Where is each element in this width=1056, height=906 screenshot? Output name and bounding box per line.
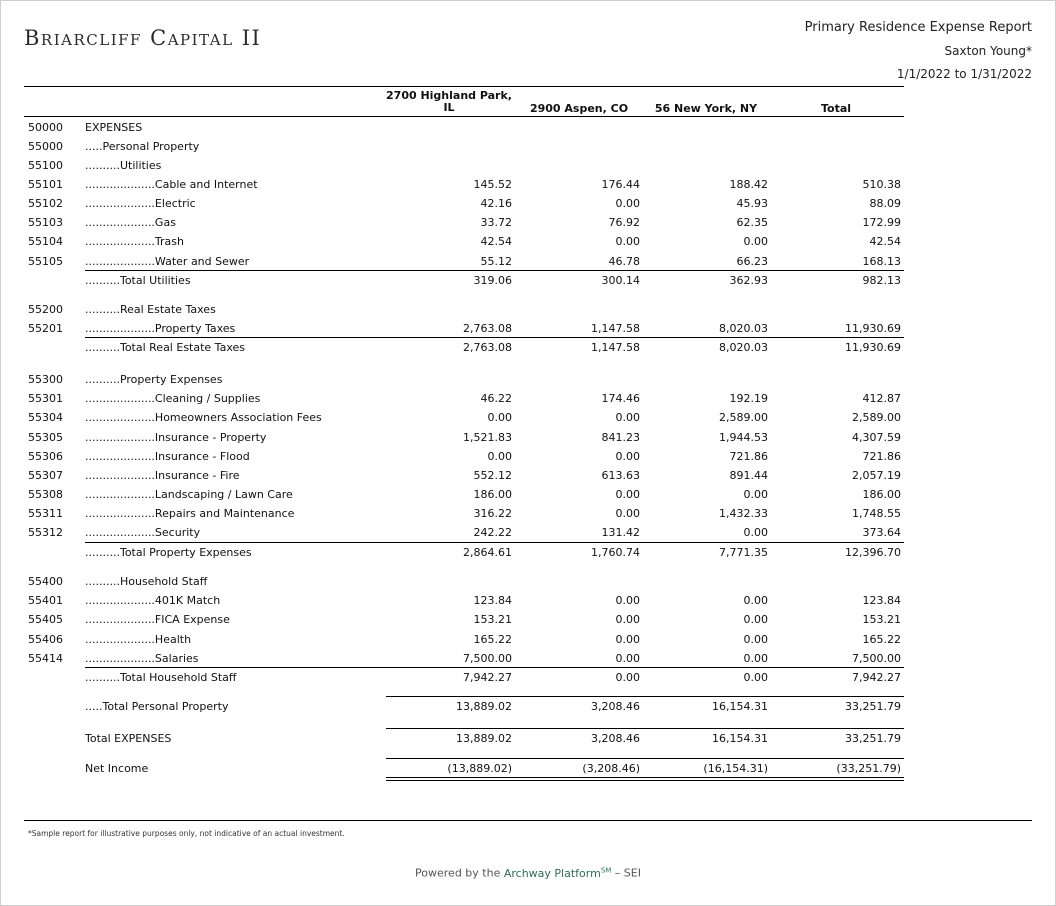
table-row [0, 235, 1056, 251]
value-cell: 1,521.83 [463, 431, 512, 444]
table-row [0, 450, 1056, 466]
header-bottom-rule [24, 116, 904, 117]
account-label: ....................Electric [85, 197, 196, 210]
account-label: .....Total Personal Property [85, 700, 229, 713]
value-cell: 1,748.55 [852, 507, 901, 520]
powered-suffix: – SEI [611, 866, 641, 880]
value-cell: 0.00 [615, 613, 640, 626]
value-cell: 3,208.46 [591, 732, 640, 745]
value-cell: 0.00 [615, 197, 640, 210]
table-row [0, 633, 1056, 649]
value-cell: (3,208.46) [582, 762, 640, 775]
total-rule [85, 542, 904, 543]
value-cell: 316.22 [473, 507, 512, 520]
account-label: Net Income [85, 762, 149, 775]
table-row [0, 373, 1056, 389]
value-cell: 16,154.31 [712, 732, 768, 745]
column-header-line2: IL [443, 101, 455, 114]
account-number: 55307 [28, 469, 63, 482]
value-cell: 0.00 [615, 488, 640, 501]
value-cell: (33,251.79) [836, 762, 901, 775]
value-cell: 186.00 [862, 488, 901, 501]
table-row [0, 732, 1056, 748]
value-cell: 33.72 [480, 216, 512, 229]
value-cell: 153.21 [473, 613, 512, 626]
archway-platform-link[interactable] [504, 867, 611, 880]
client-name: Saxton Young* [944, 44, 1032, 58]
account-label: ..........Household Staff [85, 575, 208, 588]
column-header-total: Total [820, 102, 852, 115]
value-cell: 0.00 [615, 652, 640, 665]
value-cell: 2,763.08 [463, 322, 512, 335]
account-number: 55406 [28, 633, 63, 646]
table-row [0, 700, 1056, 716]
company-logo: Briarcliff Capital II [24, 26, 262, 50]
account-label: ....................Repairs and Maintenance [85, 507, 295, 520]
value-cell: 8,020.03 [719, 341, 768, 354]
value-cell: 131.42 [601, 526, 640, 539]
value-cell: 4,307.59 [852, 431, 901, 444]
account-number: 55300 [28, 373, 63, 386]
value-cell: 2,589.00 [719, 411, 768, 424]
account-number: 50000 [28, 121, 63, 134]
table-row [0, 613, 1056, 629]
value-cell: 88.09 [869, 197, 901, 210]
value-cell: 1,760.74 [591, 546, 640, 559]
account-label: ..........Total Real Estate Taxes [85, 341, 245, 354]
value-cell: 11,930.69 [845, 322, 901, 335]
value-cell: 192.19 [729, 392, 768, 405]
table-row [0, 322, 1056, 338]
table-row [0, 216, 1056, 232]
table-row [0, 594, 1056, 610]
value-cell: 153.21 [862, 613, 901, 626]
total-rule [85, 667, 904, 668]
value-cell: 33,251.79 [845, 700, 901, 713]
value-cell: 12,396.70 [845, 546, 901, 559]
value-cell: 0.00 [615, 507, 640, 520]
account-label: ....................Landscaping / Lawn Care [85, 488, 293, 501]
account-label: ....................Salaries [85, 652, 199, 665]
table-row [0, 274, 1056, 290]
account-label: ..........Total Utilities [85, 274, 191, 287]
value-cell: 0.00 [743, 594, 768, 607]
value-cell: 319.06 [473, 274, 512, 287]
value-cell: 42.16 [480, 197, 512, 210]
service-mark: SM [600, 866, 612, 874]
value-cell: 1,432.33 [719, 507, 768, 520]
value-cell: 0.00 [743, 488, 768, 501]
value-cell: 300.14 [601, 274, 640, 287]
account-number: 55301 [28, 392, 63, 405]
value-cell: 0.00 [615, 594, 640, 607]
value-cell: 0.00 [743, 235, 768, 248]
account-label: .....Personal Property [85, 140, 200, 153]
value-cell: 165.22 [862, 633, 901, 646]
powered-by [0, 866, 1056, 880]
value-cell: 165.22 [473, 633, 512, 646]
value-cell: 123.84 [862, 594, 901, 607]
account-number: 55311 [28, 507, 63, 520]
value-cell: 552.12 [473, 469, 512, 482]
account-label: Total EXPENSES [85, 732, 172, 745]
total-rule [85, 270, 904, 271]
value-cell: 721.86 [729, 450, 768, 463]
table-row [0, 546, 1056, 562]
table-row [0, 121, 1056, 137]
value-cell: 7,771.35 [719, 546, 768, 559]
column-header-aspen: 2900 Aspen, CO [529, 102, 629, 115]
table-row [0, 255, 1056, 271]
table-row [0, 488, 1056, 504]
account-label: ..........Real Estate Taxes [85, 303, 216, 316]
table-row [0, 341, 1056, 357]
table-row [0, 469, 1056, 485]
value-cell: 13,889.02 [456, 732, 512, 745]
account-label: ..........Utilities [85, 159, 162, 172]
value-cell: 0.00 [615, 235, 640, 248]
value-cell: 362.93 [729, 274, 768, 287]
value-cell: 0.00 [615, 633, 640, 646]
value-cell: 11,930.69 [845, 341, 901, 354]
value-cell: 841.23 [601, 431, 640, 444]
table-row [0, 575, 1056, 591]
account-label: ..........Property Expenses [85, 373, 223, 386]
value-cell: 982.13 [862, 274, 901, 287]
total-rule [386, 728, 904, 729]
value-cell: 613.63 [601, 469, 640, 482]
value-cell: 33,251.79 [845, 732, 901, 745]
table-row [0, 652, 1056, 668]
table-row [0, 507, 1056, 523]
account-label: ....................Insurance - Fire [85, 469, 240, 482]
value-cell: 0.00 [615, 671, 640, 684]
account-label: EXPENSES [85, 121, 143, 134]
account-number: 55104 [28, 235, 63, 248]
total-rule [386, 696, 904, 697]
value-cell: (13,889.02) [447, 762, 512, 775]
account-label: ....................Water and Sewer [85, 255, 250, 268]
value-cell: 0.00 [743, 652, 768, 665]
account-number: 55306 [28, 450, 63, 463]
table-row [0, 762, 1056, 778]
account-label: ....................Trash [85, 235, 184, 248]
value-cell: 46.78 [608, 255, 640, 268]
table-row [0, 671, 1056, 687]
table-row [0, 526, 1056, 542]
value-cell: (16,154.31) [703, 762, 768, 775]
account-number: 55201 [28, 322, 63, 335]
value-cell: 0.00 [743, 633, 768, 646]
value-cell: 42.54 [869, 235, 901, 248]
value-cell: 510.38 [862, 178, 901, 191]
total-rule [386, 758, 904, 759]
account-label: ..........Total Property Expenses [85, 546, 252, 559]
table-row [0, 431, 1056, 447]
value-cell: 0.00 [743, 671, 768, 684]
total-rule [386, 780, 904, 781]
table-row [0, 197, 1056, 213]
value-cell: 145.52 [473, 178, 512, 191]
value-cell: 0.00 [487, 411, 512, 424]
value-cell: 8,020.03 [719, 322, 768, 335]
column-header-highland-park [386, 90, 512, 114]
value-cell: 62.35 [736, 216, 768, 229]
value-cell: 42.54 [480, 235, 512, 248]
value-cell: 1,147.58 [591, 322, 640, 335]
account-number: 55405 [28, 613, 63, 626]
value-cell: 46.22 [480, 392, 512, 405]
value-cell: 188.42 [729, 178, 768, 191]
table-row [0, 140, 1056, 156]
account-label: ....................Cable and Internet [85, 178, 258, 191]
value-cell: 55.12 [480, 255, 512, 268]
account-number: 55312 [28, 526, 63, 539]
value-cell: 891.44 [729, 469, 768, 482]
value-cell: 76.92 [608, 216, 640, 229]
value-cell: 7,500.00 [852, 652, 901, 665]
table-row [0, 392, 1056, 408]
account-label: ....................Property Taxes [85, 322, 236, 335]
powered-prefix: Powered by the [415, 866, 504, 880]
value-cell: 0.00 [615, 450, 640, 463]
table-row [0, 411, 1056, 427]
total-rule [386, 777, 904, 778]
account-number: 55100 [28, 159, 63, 172]
account-number: 55414 [28, 652, 63, 665]
value-cell: 168.13 [862, 255, 901, 268]
value-cell: 721.86 [862, 450, 901, 463]
report-period: 1/1/2022 to 1/31/2022 [896, 67, 1032, 81]
value-cell: 1,944.53 [719, 431, 768, 444]
value-cell: 2,864.61 [463, 546, 512, 559]
value-cell: 0.00 [743, 613, 768, 626]
value-cell: 7,500.00 [463, 652, 512, 665]
account-number: 55308 [28, 488, 63, 501]
account-label: ....................Homeowners Association Fees [85, 411, 322, 424]
disclaimer-text: *Sample report for illustrative purposes only, not indicative of an actual investment. [28, 829, 345, 838]
account-label: ....................Cleaning / Supplies [85, 392, 261, 405]
value-cell: 2,763.08 [463, 341, 512, 354]
column-header-line1: 2700 Highland Park, [386, 89, 512, 102]
account-number: 55304 [28, 411, 63, 424]
account-number: 55102 [28, 197, 63, 210]
account-number: 55101 [28, 178, 63, 191]
account-label: ....................Insurance - Flood [85, 450, 250, 463]
value-cell: 0.00 [615, 411, 640, 424]
account-label: ....................FICA Expense [85, 613, 230, 626]
value-cell: 66.23 [736, 255, 768, 268]
account-label: ....................Gas [85, 216, 176, 229]
value-cell: 123.84 [473, 594, 512, 607]
value-cell: 1,147.58 [591, 341, 640, 354]
account-number: 55103 [28, 216, 63, 229]
value-cell: 3,208.46 [591, 700, 640, 713]
value-cell: 7,942.27 [463, 671, 512, 684]
account-label: ..........Total Household Staff [85, 671, 237, 684]
account-number: 55305 [28, 431, 63, 444]
account-label: ....................Security [85, 526, 201, 539]
value-cell: 2,589.00 [852, 411, 901, 424]
table-row [0, 159, 1056, 175]
account-number: 55200 [28, 303, 63, 316]
value-cell: 186.00 [473, 488, 512, 501]
table-row [0, 303, 1056, 319]
value-cell: 172.99 [862, 216, 901, 229]
value-cell: 16,154.31 [712, 700, 768, 713]
value-cell: 45.93 [736, 197, 768, 210]
column-header-new-york: 56 New York, NY [654, 102, 758, 115]
value-cell: 373.64 [862, 526, 901, 539]
report-title: Primary Residence Expense Report [804, 20, 1032, 35]
account-number: 55000 [28, 140, 63, 153]
value-cell: 176.44 [601, 178, 640, 191]
account-number: 55105 [28, 255, 63, 268]
powered-brand: Archway Platform [503, 866, 601, 880]
value-cell: 2,057.19 [852, 469, 901, 482]
footer-rule [24, 820, 1032, 821]
account-label: ....................Insurance - Property [85, 431, 267, 444]
table-row [0, 178, 1056, 194]
total-rule [85, 337, 904, 338]
value-cell: 412.87 [862, 392, 901, 405]
account-label: ....................Health [85, 633, 192, 646]
header-top-rule [24, 86, 904, 87]
value-cell: 0.00 [743, 526, 768, 539]
value-cell: 242.22 [473, 526, 512, 539]
account-label: ....................401K Match [85, 594, 221, 607]
value-cell: 174.46 [601, 392, 640, 405]
value-cell: 0.00 [487, 450, 512, 463]
account-number: 55401 [28, 594, 63, 607]
value-cell: 7,942.27 [852, 671, 901, 684]
account-number: 55400 [28, 575, 63, 588]
value-cell: 13,889.02 [456, 700, 512, 713]
